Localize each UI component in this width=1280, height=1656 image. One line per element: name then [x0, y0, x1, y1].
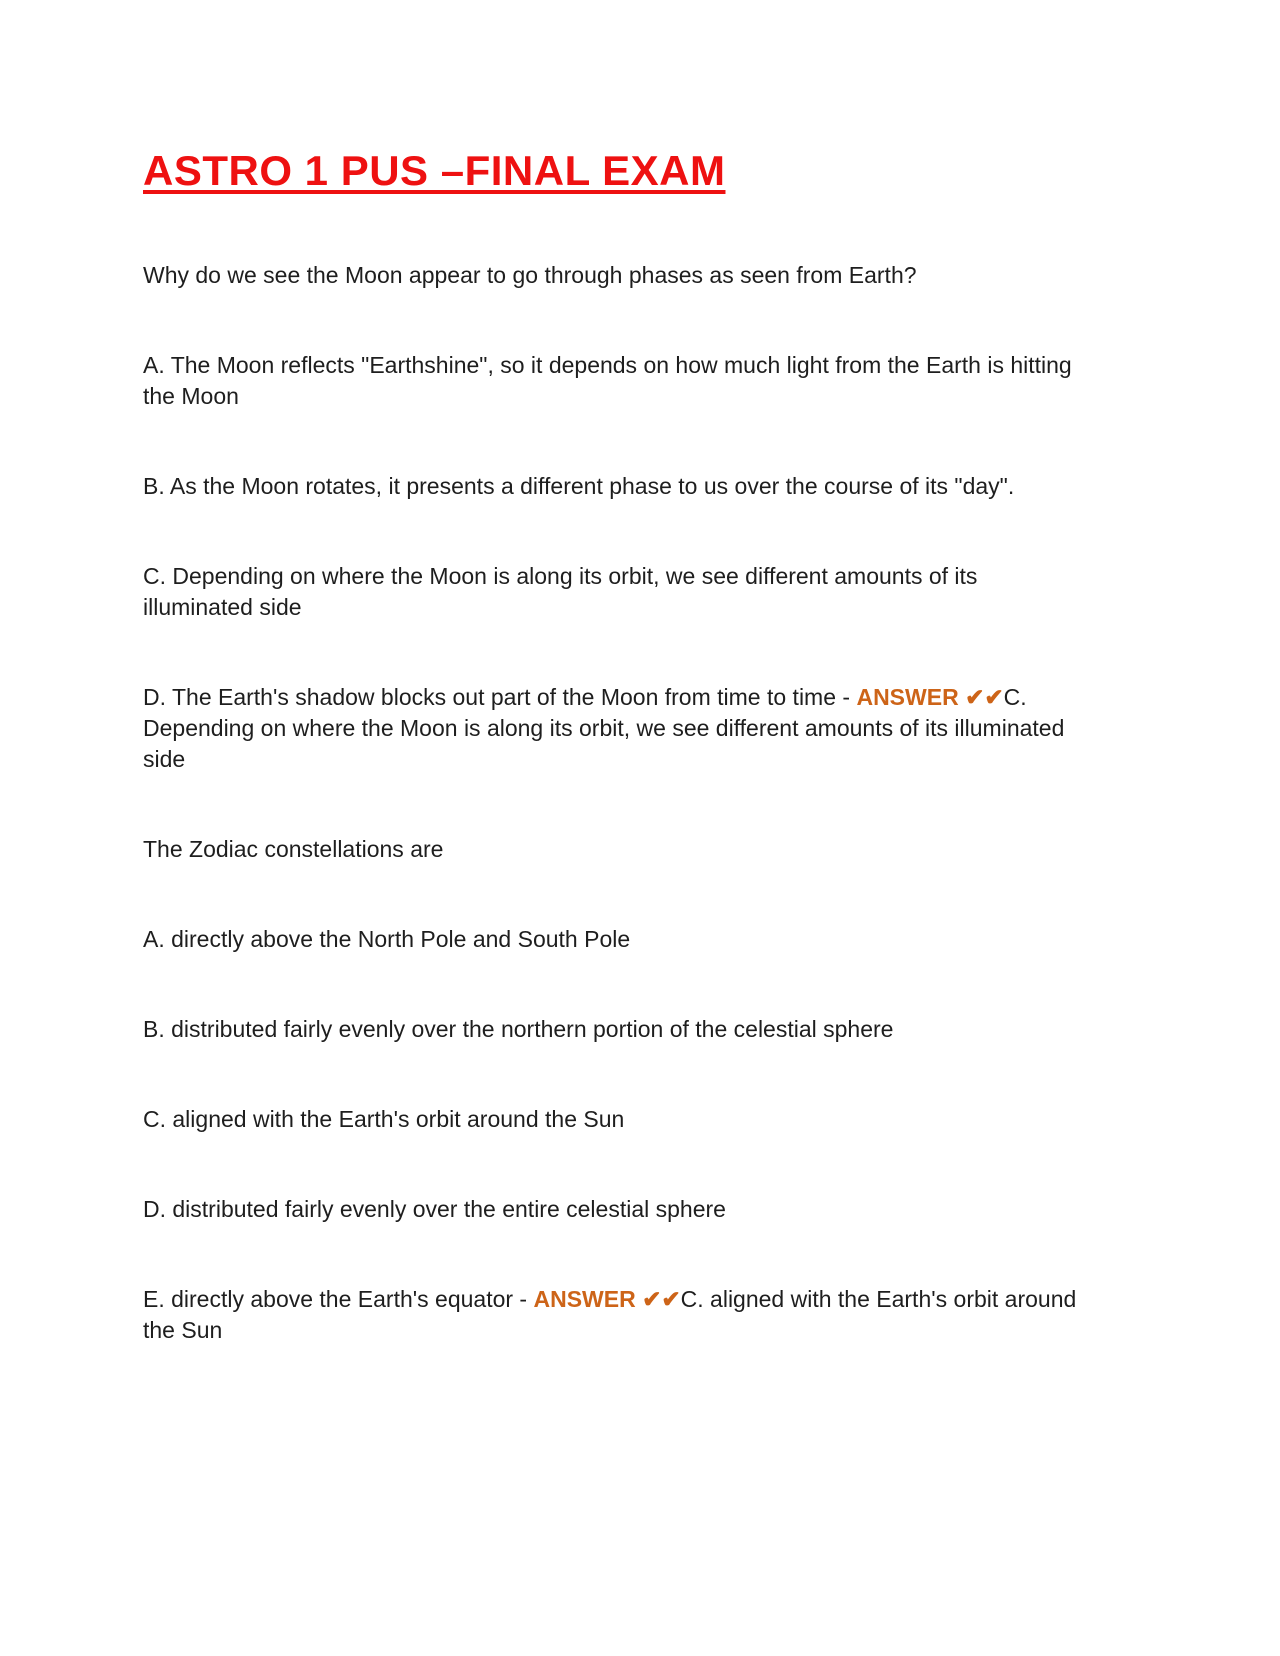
- answer-checkmarks-icon: ✔✔: [958, 684, 1004, 710]
- question-prompt: The Zodiac constellations are: [143, 836, 444, 862]
- answer-label: ANSWER: [856, 684, 959, 710]
- option-text: B. distributed fairly evenly over the northern portion of the celestial sphere: [143, 1016, 894, 1042]
- answer-option: [143, 561, 1083, 623]
- answer-option: [143, 682, 1083, 775]
- answer-text: C. aligned with the Earth's orbit around the Sun: [143, 1286, 1077, 1343]
- option-text: A. The Moon reflects "Earthshine", so it depends on how much light from the Earth is hitting the Moon: [143, 352, 1072, 409]
- question-prompt: Why do we see the Moon appear to go through phases as seen from Earth?: [143, 262, 917, 288]
- question-list: [143, 260, 1083, 1346]
- answer-checkmarks-icon: ✔✔: [635, 1286, 681, 1312]
- option-text: D. The Earth's shadow blocks out part of the Moon from time to time -: [143, 684, 857, 710]
- answer-option: [143, 1014, 1083, 1045]
- option-text: D. distributed fairly evenly over the entire celestial sphere: [143, 1196, 726, 1222]
- answer-option: [143, 1104, 1083, 1135]
- option-text: C. Depending on where the Moon is along its orbit, we see different amounts of its illuminated side: [143, 563, 978, 620]
- option-text: A. directly above the North Pole and South Pole: [143, 926, 631, 952]
- answer-text: C. Depending on where the Moon is along its orbit, we see different amounts of its illuminated side: [143, 684, 1065, 772]
- answer-option: [143, 924, 1083, 955]
- option-text: B. As the Moon rotates, it presents a different phase to us over the course of its "day".: [143, 473, 1015, 499]
- page-title: ASTRO 1 PUS –FINAL EXAM: [143, 147, 726, 194]
- answer-option: [143, 1284, 1083, 1346]
- answer-option: [143, 350, 1083, 412]
- option-text: C. aligned with the Earth's orbit around the Sun: [143, 1106, 625, 1132]
- answer-option: [143, 1194, 1083, 1225]
- answer-label: ANSWER: [533, 1286, 636, 1312]
- answer-option: [143, 471, 1083, 502]
- option-text: E. directly above the Earth's equator -: [143, 1286, 534, 1312]
- document-content: [143, 146, 1083, 1346]
